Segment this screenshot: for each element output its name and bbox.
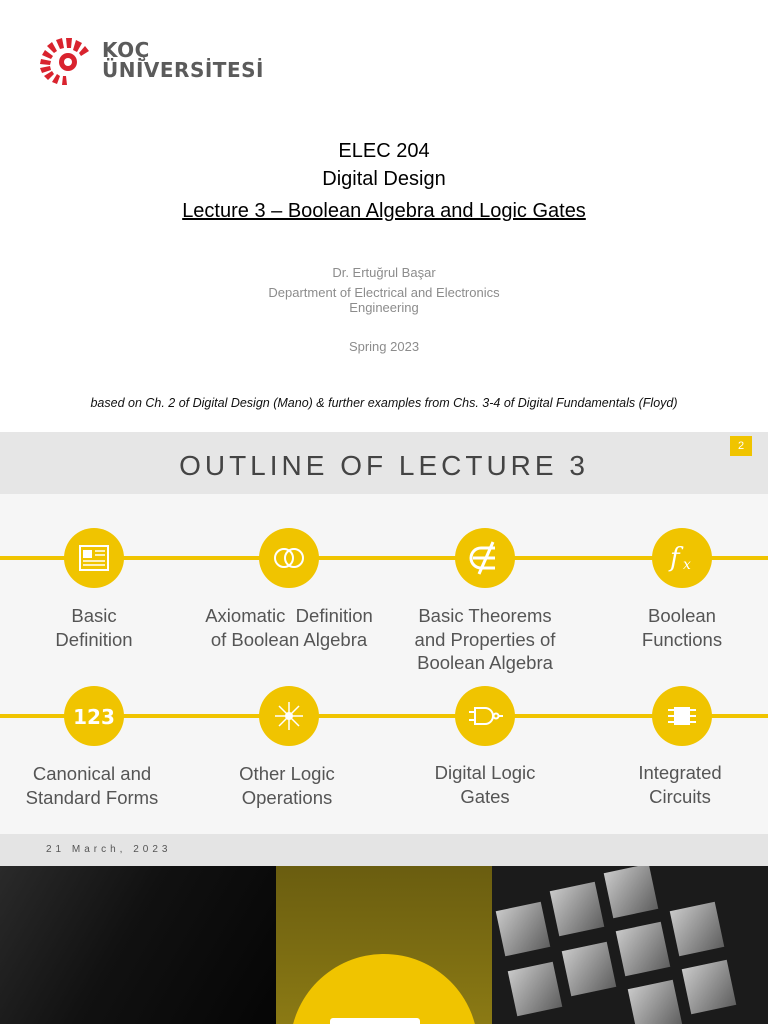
outline-item-other-logic-operations: Other Logic Operations: [239, 763, 335, 808]
course-name: Digital Design: [322, 168, 446, 190]
document-icon: [64, 528, 124, 588]
svg-text:123: 123: [73, 705, 115, 729]
page-number-badge: 2: [730, 436, 752, 456]
instructor-name: Dr. Ertuğrul Başar: [332, 265, 436, 280]
outline-item-digital-logic-gates: Digital Logic Gates: [434, 762, 536, 807]
next-slide-preview: [0, 866, 768, 1024]
dark-photo-panel: [0, 866, 276, 1024]
logic-gate-icon: [455, 686, 515, 746]
outline-item-canonical-forms: Canonical and Standard Forms: [25, 763, 159, 808]
network-burst-icon: [259, 686, 319, 746]
outline-item-basic-theorems: Basic Theorems and Properties of Boolean Algebra: [414, 605, 556, 673]
not-subset-icon: [455, 528, 515, 588]
lecture-title: Lecture 3 – Boolean Algebra and Logic Gates: [182, 200, 586, 222]
function-fx-icon: [652, 528, 712, 588]
white-label-shape: [330, 1018, 420, 1024]
outline-item-integrated-circuits: Integrated Circuits: [638, 762, 722, 807]
outline-footer: [0, 834, 768, 868]
koc-emblem-icon: [38, 34, 98, 86]
outline-item-basic-definition: Basic Definition: [55, 605, 133, 650]
svg-text:f: f: [670, 543, 680, 573]
tiles-photo-panel: [492, 866, 768, 1024]
source-note: based on Ch. 2 of Digital Design (Mano) & further examples from Chs. 3-4 of Digital Fundamentals (Floyd): [90, 396, 678, 410]
department-line2: Engineering: [349, 300, 419, 315]
outline-slide: [0, 432, 768, 868]
svg-text:x: x: [683, 557, 691, 573]
logo-line1: KOÇ: [102, 38, 150, 62]
course-code: ELEC 204: [338, 140, 430, 162]
university-name: [102, 40, 264, 80]
chip-icon: [652, 686, 712, 746]
slide-date: 21 March, 2023: [46, 844, 172, 855]
logo-line2: ÜNİVERSİTESİ: [102, 58, 264, 82]
koc-university-logo: [38, 34, 264, 90]
numbers-123-icon: [64, 686, 124, 746]
outline-title: OUTLINE OF LECTURE 3: [179, 450, 589, 481]
intersecting-rings-icon: [259, 528, 319, 588]
outline-item-axiomatic-definition: Axiomatic Definition of Boolean Algebra: [205, 605, 373, 650]
title-slide: [0, 0, 768, 432]
outline-header: [0, 432, 768, 494]
term: Spring 2023: [348, 339, 420, 354]
department-line1: Department of Electrical and Electronics: [268, 285, 500, 300]
outline-item-boolean-functions: Boolean Functions: [641, 605, 723, 650]
